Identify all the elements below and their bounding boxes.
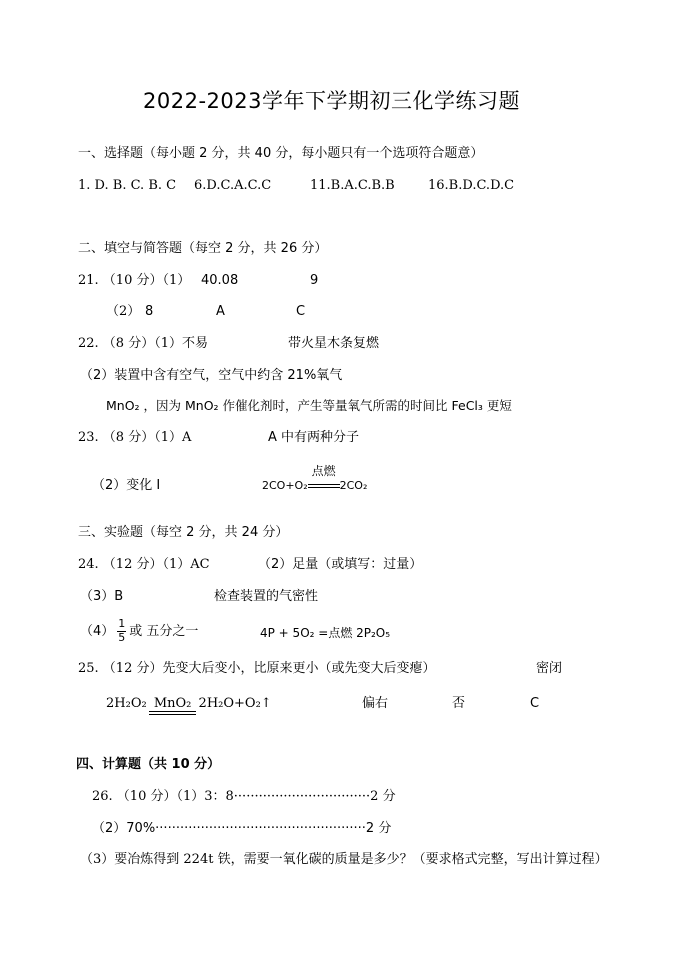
q21-answer-2: 9 [310, 273, 319, 288]
q21-label: 21. （10 分）（1） [78, 273, 191, 288]
q25-answer-5: C [530, 696, 540, 711]
q24-answer-2: （2）足量（或填写：过量） [258, 557, 423, 572]
q26-part2: （2）70%···················································2 分 [92, 821, 392, 836]
q23-eq-condition: 点燃 [311, 464, 336, 478]
fraction-one-fifth [117, 618, 126, 644]
q25-eq-catalyst: MnO₂ [151, 697, 195, 710]
answer-group-3: 11.B.A.C.B.B [310, 178, 395, 193]
q23-part2: （2）变化 Ⅰ [92, 478, 161, 493]
q23-eq-left: 2CO+O₂ [262, 479, 308, 492]
q22-line-2: （2）装置中含有空气，空气中约含 21%氧气 [80, 368, 343, 383]
q26-part3: （3）要冶炼得到 224t 铁，需要一氧化碳的质量是多少？（要求格式完整，写出计算过程） [80, 852, 608, 867]
page-title: 2022-2023学年下学期初三化学练习题 [143, 89, 520, 113]
fraction-numerator: 1 [118, 617, 126, 631]
q26-part1: 26. （10 分）（1）3：8·································2 分 [92, 789, 396, 804]
q21-part2-label: （2） [106, 304, 141, 319]
q22-label: 22. （8 分）（1）不易 [78, 336, 208, 351]
q25-equation [106, 697, 272, 710]
section3-heading: 三、实验题（每空 2 分，共 24 分） [78, 525, 289, 540]
q21-answer-5: C [296, 304, 306, 319]
section1-heading: 一、选择题（每小题 2 分，共 40 分，每小题只有一个选项符合题意） [78, 146, 484, 161]
q24-part4-label: （4） [80, 624, 115, 639]
q22-line-3: MnO₂ ，因为 MnO₂ 作催化剂时，产生等量氧气所需的时间比 FeCl₃ 更短 [106, 398, 512, 413]
q25-eq-right: 2H₂O+O₂↑ [198, 696, 272, 711]
answer-group-4: 16.B.D.C.D.C [428, 178, 515, 193]
q24-answer-3: 检查装置的气密性 [214, 589, 319, 604]
q21-answer-4: A [216, 304, 225, 319]
fraction-denominator: 5 [118, 631, 126, 644]
q25-label: 25. （12 分）先变大后变小，比原来更小（或先变大后变瘪） [78, 661, 436, 676]
q22-answer-1: 带火星木条复燃 [288, 336, 380, 351]
q23-equation [262, 464, 368, 492]
q25-answer-2: 密闭 [536, 661, 563, 676]
q24-answer-4: 或 五分之一 [129, 624, 199, 639]
answer-group-2: 6.D.C.A.C.C [194, 178, 272, 193]
q23-label: 23. （8 分）（1）A [78, 430, 192, 445]
answer-group-1: 1. D. B. C. B. C [78, 178, 177, 193]
q25-answer-4: 否 [452, 696, 466, 711]
q21-answer-1: 40.08 [201, 273, 239, 288]
q24-equation: 4P + 5O₂ =点燃 2P₂O₅ [260, 626, 391, 640]
q24-label: 24. （12 分）（1）AC [78, 557, 210, 572]
q23-eq-right: 2CO₂ [339, 479, 368, 492]
q25-answer-3: 偏右 [362, 696, 389, 711]
q23-eq-arrow [308, 464, 340, 491]
q25-eq-left: 2H₂O₂ [106, 696, 147, 711]
q23-answer-1: A 中有两种分子 [268, 430, 360, 445]
section2-heading: 二、填空与简答题（每空 2 分，共 26 分） [78, 241, 328, 256]
q21-answer-3: 8 [145, 304, 154, 319]
q24-part4-line [80, 616, 198, 648]
q24-part3: （3）B [80, 589, 124, 604]
section4-heading: 四、计算题（共 10 分） [76, 757, 221, 772]
